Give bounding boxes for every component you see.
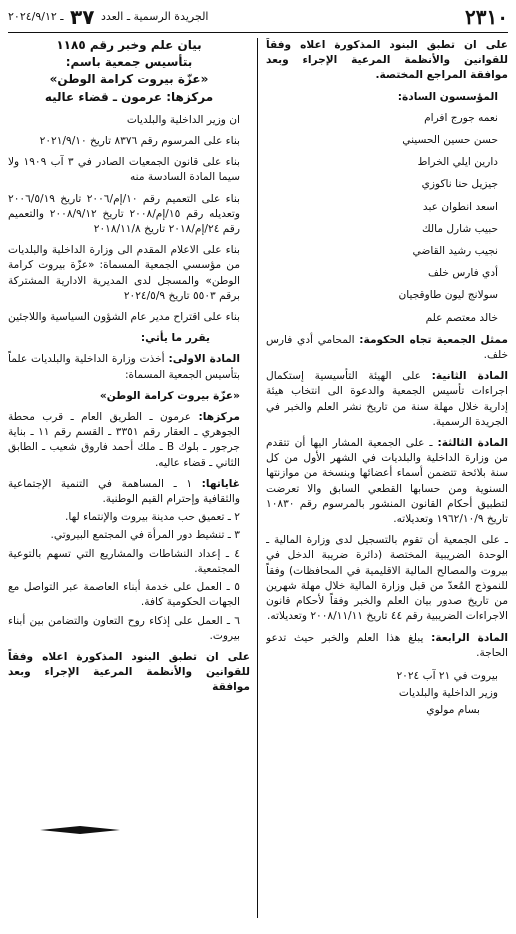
founder-item: جيزيل حنا ناكوزي <box>421 178 498 191</box>
notice-subtitle: بتأسيس جمعية باسم: <box>65 55 193 70</box>
article-2-text: على الهيئة التأسيسية إستكمال اجراءات تأسيس الجمعية والدعوة الى انتخاب هيئة إدارية خلال مهلة سنة من تاريخ نشر العلم والخبر في الجريدة الرسمية. <box>266 370 508 428</box>
issue-date: ـ ٢٠٢٤/٩/١٢ <box>8 10 64 23</box>
article-1-label: المادة الاولى: <box>168 353 241 366</box>
page-header <box>8 4 508 30</box>
rep-label: ممثل الجمعية تجاه الحكومة: <box>359 333 508 346</box>
article-4-label: المادة الرابعة: <box>431 631 508 644</box>
page-number: ٢٣١٠ <box>465 5 508 29</box>
article-4 <box>266 631 508 661</box>
header-rule <box>8 32 508 33</box>
founder-item: سولانج ليون طاوقجيان <box>398 289 498 302</box>
signature-date: بيروت في ٢١ آب ٢٠٢٤ <box>396 669 498 682</box>
goal-item: ٢ ـ تعميق حب مدينة بيروت والإنتماء لها. <box>65 511 240 524</box>
right-column <box>266 38 508 853</box>
goal-item: ٦ ـ العمل على إذكاء روح التعاون والتضامن بين أبناء بيروت. <box>8 614 240 642</box>
association-name-heading: «عزّة بيروت كرامة الوطن» <box>49 72 209 87</box>
issue-number: ٣٧ <box>70 5 95 29</box>
founder-item: نعمه جورج افرام <box>424 111 498 124</box>
article-4-text: يبلغ هذا العلم والخبر حيث تدعو الحاجة. <box>266 631 508 659</box>
founder-item: حبيب شارل مالك <box>421 222 498 235</box>
gazette-issue-line <box>8 5 208 29</box>
decides-line: يقرر ما يأتي: <box>140 332 210 345</box>
headquarters <box>8 410 250 471</box>
legal-basis-4: بناء على الاعلام المقدم الى وزارة الداخلية والبلديات من مؤسسي الجمعية المسماة: «عزّة بيروت كرامة الوطن» والمسجل لدى المديرية الادارية المشتركة برقم ٥٥٠٣ تاريخ ٢٠٢٤/٥/٩ <box>8 244 240 302</box>
goal-text: ١ ـ المساهمة في التنمية الإجتماعية والثقافية وإحترام القيم الوطنية. <box>8 477 240 506</box>
article-3-tax-paragraph: ـ على الجمعية أن تقوم بالتسجيل لدى وزارة المالية ـ الوحدة الضريبية المختصة (دائرة ضريبة الدخل في بيروت والمصالح المالية الاقليمية في المحافظات) وفقاً للنموذج المُعدّ من قبل وزارة المالية خلال مهلة شهرين من تاريخ صدور بيان العلم والخبر وفقاً لأحكام قانون الاجراءات الضريبية رقم ٤٤ تاريخ ٢٠٠٨/١١/١١ وتعديلاته. <box>266 534 508 623</box>
headquarters-label: مركزها: <box>198 411 240 424</box>
signature-name: بسام مولوي <box>426 704 480 717</box>
article-2 <box>266 369 508 430</box>
notice-title: بيان علم وخبر رقم ١١٨٥ <box>56 38 202 52</box>
legal-basis-3: بناء على التعميم رقم ١٠/إم/٢٠٠٦ تاريخ ٢٠٠٦/٥/١٩ وتعديله رقم ١٥/إم/٢٠٠٨ تاريخ ٢٠٠٨/٩/١٢ والتعميم رقم ٢٤/إم/٢٠١٨ تاريخ ٢٠١٨/١١/٨ <box>8 192 240 236</box>
founder-item: أدي فارس خلف <box>427 267 498 280</box>
government-representative <box>266 333 508 363</box>
goals-label: غاياتها: <box>201 477 240 490</box>
legal-basis-2: بناء على قانون الجمعيات الصادر في ٣ آب ١٩٠٩ ولا سيما المادة السادسة منه <box>8 156 241 184</box>
article-3 <box>266 436 508 527</box>
goal-item <box>8 477 250 507</box>
founder-item: نجيب رشيد القاضي <box>412 245 498 258</box>
signature-title: وزير الداخلية والبلديات <box>398 687 498 700</box>
goal-item: ٣ ـ تنشيط دور المرأة في المجتمع البيروتي. <box>50 529 240 542</box>
association-name: «عزّة بيروت كرامة الوطن» <box>99 389 240 402</box>
article-3-label: المادة الثالثة: <box>437 437 508 450</box>
article-1 <box>8 352 250 382</box>
rep-text: المحامي أدي فارس خلف. <box>266 333 508 362</box>
founder-item: اسعد انطوان عبد <box>422 200 498 213</box>
article-3-text: ـ على الجمعية المشار اليها أن تتقدم من وزارة الداخلية والبلديات في الشهر الأول من كل سنة بلائحة تتضمن أسماء أعضائها وبنسخة من موازنتها السنوية ومن حسابها القطعي السابق والا تعرضت لتطبيق أحكام القانون المنشور بالمرسوم رقم ١٠٨٣٠ تاريخ ١٩٦٢/١٠/٩ وتعديلاته. <box>266 437 508 526</box>
headquarters-text: عرمون ـ الطريق العام ـ قرب محطة الجوهري ـ العقار رقم ٣٣٥١ ـ القسم رقم ١١ ـ بناية جرجور ـ بلوك B ـ ملك أحمد فاروق شعيب ـ الطابق الثاني ـ قضاء عاليه. <box>8 411 241 469</box>
article-2-label: المادة الثانية: <box>431 370 508 383</box>
founder-item: دارين ايلي الخراط <box>417 156 498 169</box>
legal-basis-1: بناء على المرسوم رقم ٨٣٧٦ تاريخ ٢٠٢١/٩/١٠ <box>39 135 240 148</box>
goal-item: ٤ ـ إعداد النشاطات والمشاريع التي تسهم بالتوعية المجتمعية. <box>8 547 240 575</box>
founders-heading: المؤسسون السادة: <box>397 90 498 103</box>
founder-item: خالد معتصم علم <box>425 311 498 324</box>
closing-paragraph: على ان تطبق البنود المذكورة اعلاه وفقاً للقوانين والأنظمة المرعية الإجراء وبعد موافقة <box>8 650 250 694</box>
minister-line: ان وزير الداخلية والبلديات <box>126 113 240 126</box>
goal-item: ٥ ـ العمل على خدمة أبناء العاصمة عبر التواصل مع الجهات الحكومية كافة. <box>8 581 240 609</box>
founders-list <box>266 111 508 326</box>
column-divider <box>257 38 258 918</box>
legal-basis-5: بناء على اقتراح مدير عام الشؤون السياسية واللاجئين <box>8 311 240 324</box>
founder-item: حسن حسين الحسيني <box>402 134 498 147</box>
intro-paragraph: على ان تطبق البنود المذكورة اعلاه وفقاً للقوانين والأنظمة المرعية الإجراء وبعد موافقة المراجع المختصة. <box>266 39 508 82</box>
left-column <box>8 38 250 923</box>
gazette-title: الجريدة الرسمية ـ العدد <box>100 10 209 23</box>
article-1-text: أخذت وزارة الداخلية والبلديات علماً بتأسيس الجمعية المسماة: <box>8 353 240 381</box>
association-hq-heading: مركزها: عرمون ـ قضاء عاليه <box>44 89 214 104</box>
